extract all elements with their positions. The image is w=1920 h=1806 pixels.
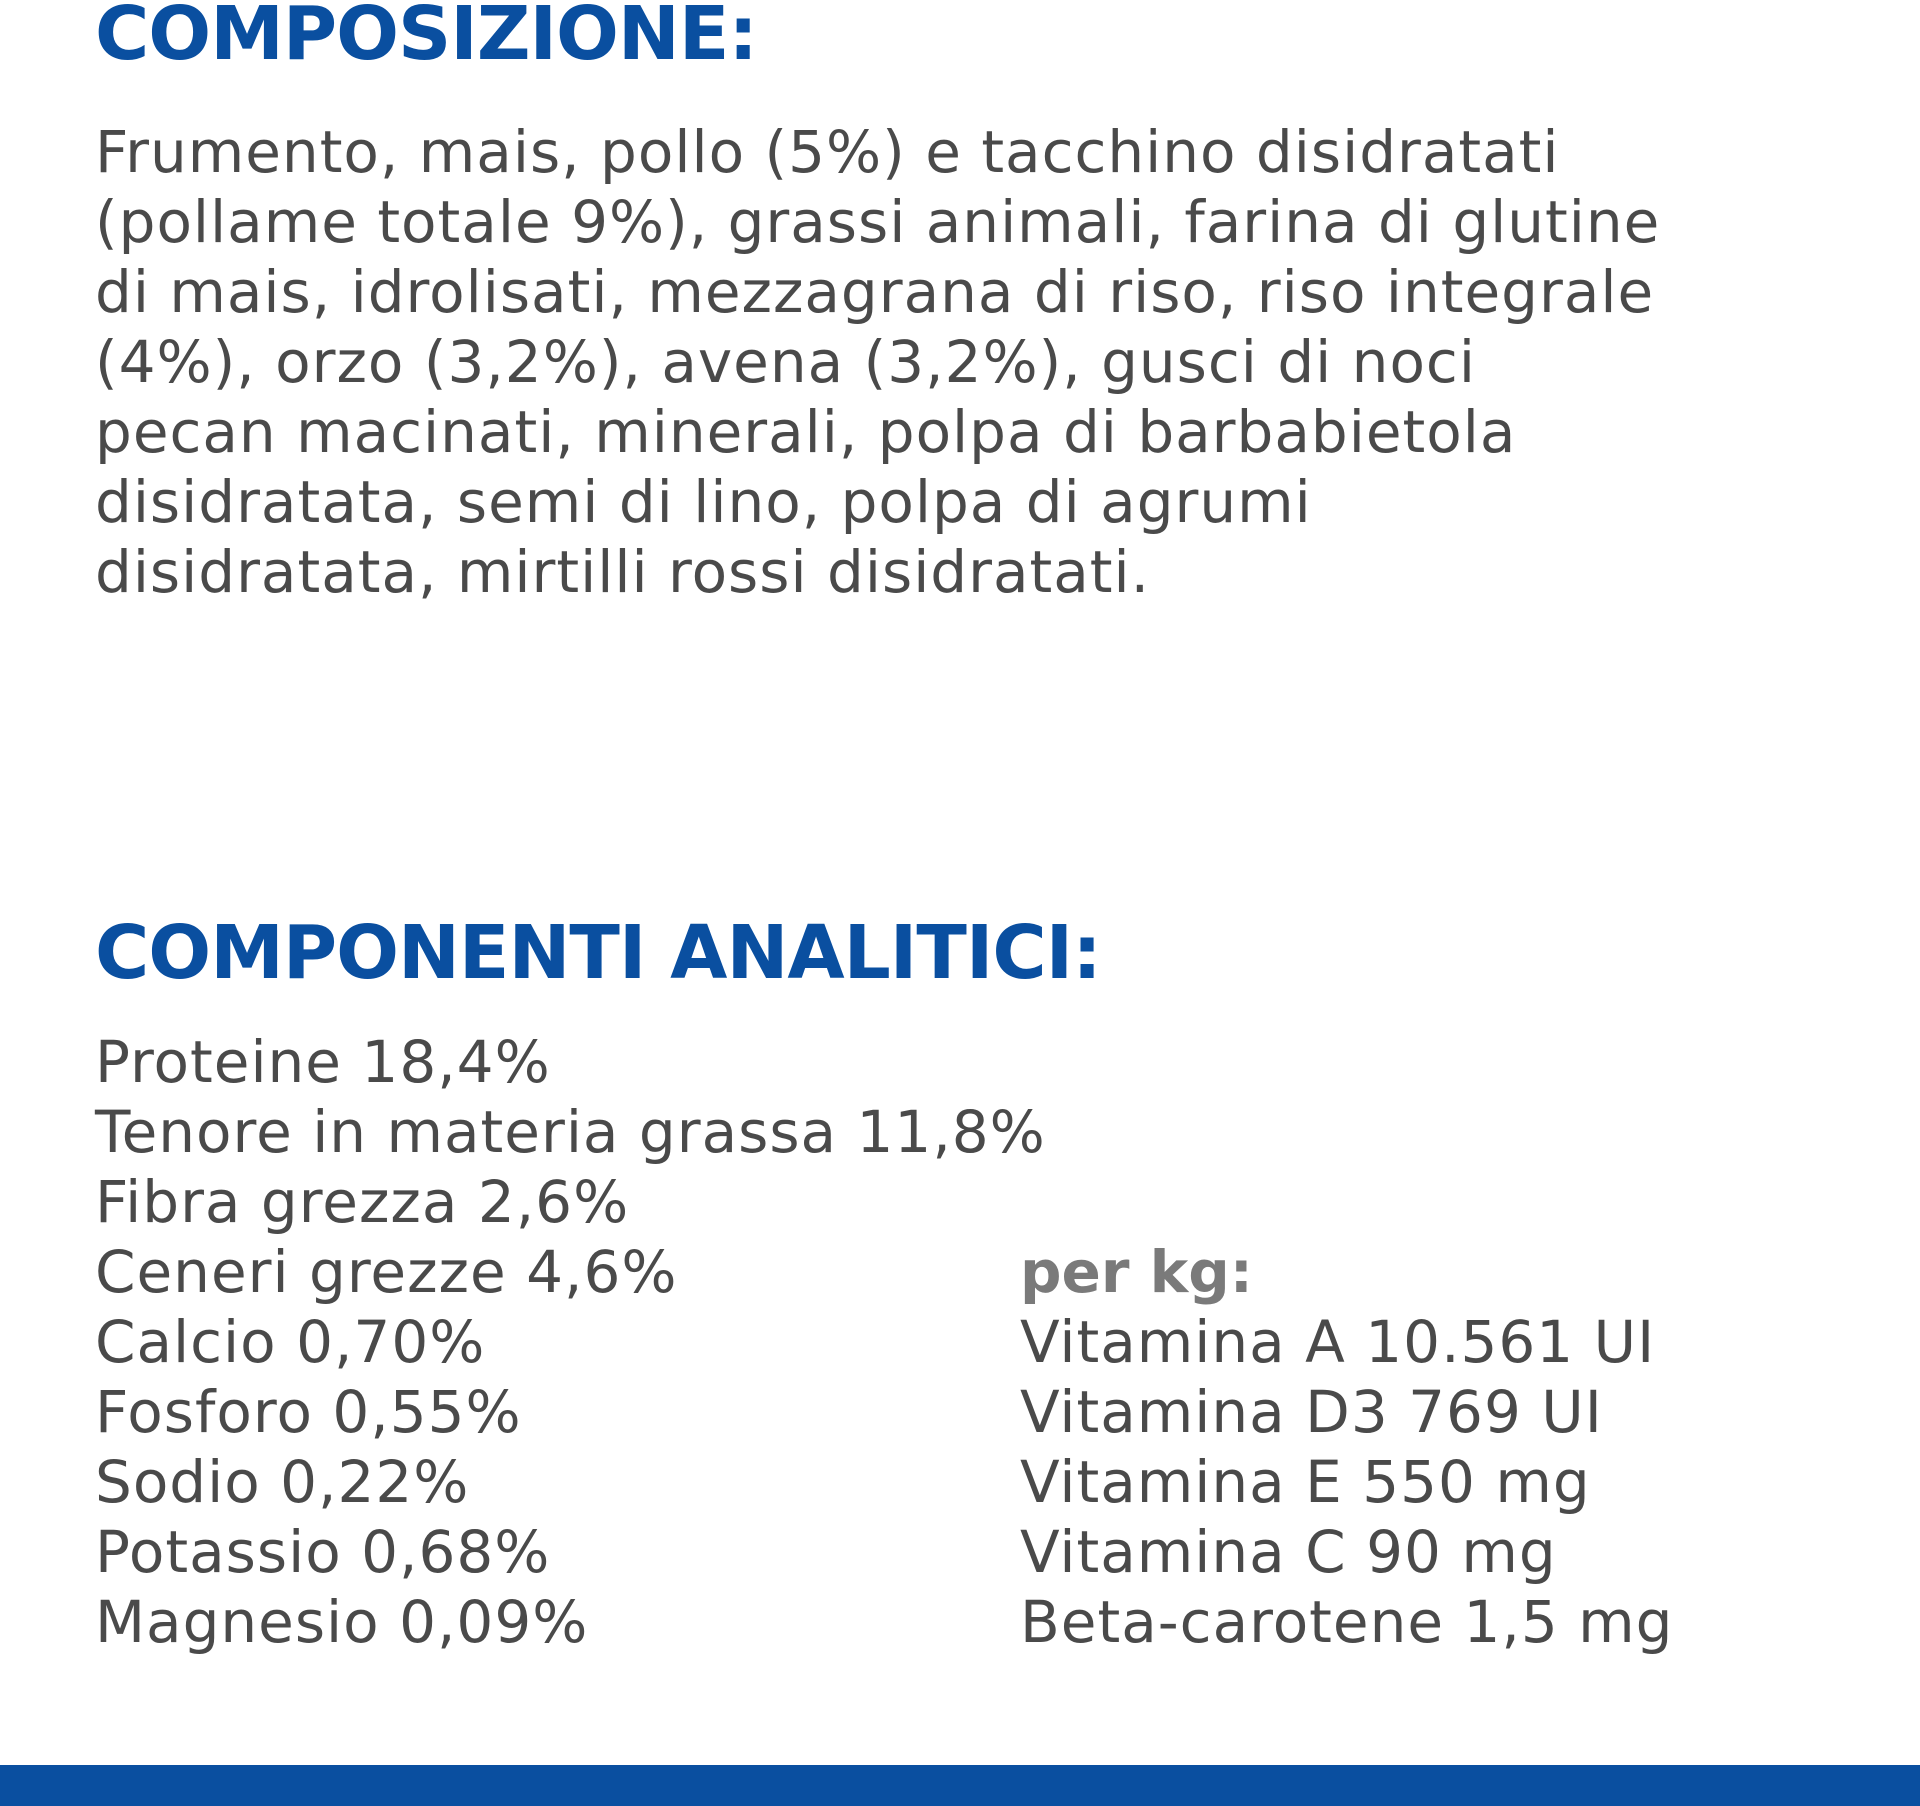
analytics-heading: COMPONENTI ANALITICI: — [95, 910, 1101, 996]
analytics-list — [95, 1027, 1046, 1657]
composition-text — [95, 117, 1855, 607]
composition-line: Frumento, mais, pollo (5%) e tacchino disidratati — [95, 118, 1560, 186]
vitamin-item-c: Vitamina C 90 mg — [1020, 1518, 1557, 1586]
analytics-item-calcium: Calcio 0,70% — [95, 1308, 486, 1376]
analytics-item-fat: Tenore in materia grassa 11,8% — [95, 1098, 1046, 1166]
vitamins-list — [1020, 1307, 1673, 1657]
vitamin-item-e: Vitamina E 550 mg — [1020, 1448, 1591, 1516]
analytics-item-magnesium: Magnesio 0,09% — [95, 1588, 589, 1656]
analytics-item-sodium: Sodio 0,22% — [95, 1448, 470, 1516]
analytics-item-protein: Proteine 18,4% — [95, 1028, 551, 1096]
composition-line: (pollame totale 9%), grassi animali, farina di glutine — [95, 188, 1661, 256]
composition-line: disidratata, semi di lino, polpa di agrumi — [95, 468, 1312, 536]
composition-line: disidratata, mirtilli rossi disidratati. — [95, 538, 1151, 606]
vitamin-item-beta-carotene: Beta-carotene 1,5 mg — [1020, 1588, 1674, 1656]
vitamin-item-d3: Vitamina D3 769 UI — [1020, 1378, 1603, 1446]
composition-line: (4%), orzo (3,2%), avena (3,2%), gusci di noci — [95, 328, 1476, 396]
analytics-item-potassium: Potassio 0,68% — [95, 1518, 551, 1586]
vitamin-item-a: Vitamina A 10.561 UI — [1020, 1308, 1656, 1376]
analytics-item-ash: Ceneri grezze 4,6% — [95, 1238, 678, 1306]
per-kg-label: per kg: — [1020, 1238, 1253, 1306]
analytics-item-fiber: Fibra grezza 2,6% — [95, 1168, 630, 1236]
footer-bar — [0, 1765, 1920, 1806]
composition-line: pecan macinati, minerali, polpa di barbabietola — [95, 398, 1517, 466]
composition-heading: COMPOSIZIONE: — [95, 0, 757, 77]
per-kg-block — [1020, 1237, 1673, 1657]
composition-line: di mais, idrolisati, mezzagrana di riso, riso integrale — [95, 258, 1655, 326]
analytics-item-phosphorus: Fosforo 0,55% — [95, 1378, 522, 1446]
